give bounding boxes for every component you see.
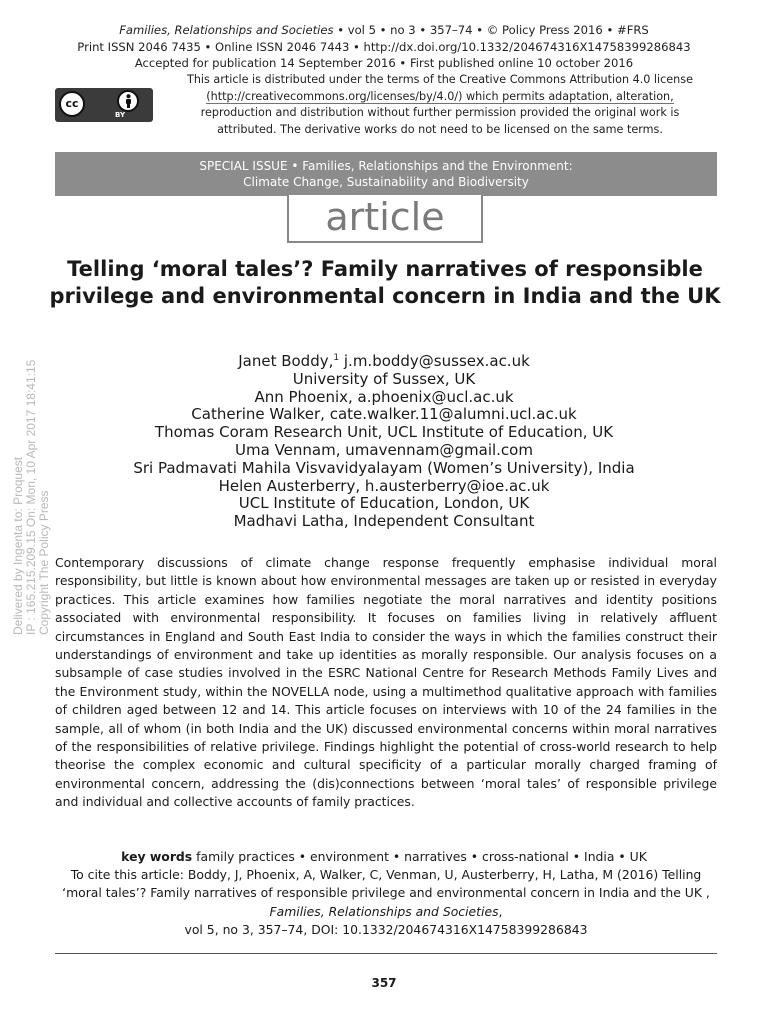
author-footnote-marker: 1 — [333, 353, 340, 363]
author-line: Uma Vennam, umavennam@gmail.com — [235, 440, 533, 459]
watermark-line-2: IP : 165.215.209.15 On: Mon, 10 Apr 2017 18:41:15 — [24, 359, 38, 635]
author-line: Madhavi Latha, Independent Consultant — [233, 512, 535, 531]
citation-authors-title: To cite this article: Boddy, J, Phoenix, A, Walker, C, Venman, U, Austerberry, H, Latha, M (2016) Telling ‘moral tales’? Family narratives of responsible privilege and environmental concern in India and the UK , — [62, 867, 710, 901]
masthead-volume-info: • vol 5 • no 3 • 357–74 • © Policy Press 2016 • #FRS — [333, 23, 649, 37]
author-line-1 — [0, 350, 768, 371]
author-line: Ann Phoenix, a.phoenix@ucl.ac.uk — [254, 387, 514, 406]
citation-block — [55, 866, 717, 940]
masthead-citation-line — [0, 22, 768, 39]
citation-text — [55, 866, 717, 921]
author-line: Catherine Walker, cate.walker.11@alumni.ucl.ac.uk — [191, 405, 577, 424]
creative-commons-by-badge[interactable] — [55, 88, 153, 122]
masthead-publication-dates: Accepted for publication 14 September 2016 • First published online 10 october 2016 — [134, 56, 634, 70]
citation-volume-doi: vol 5, no 3, 357–74, DOI: 10.1332/204674316X14758399286843 — [184, 922, 588, 938]
attribution-person-icon — [117, 90, 139, 112]
special-issue-banner — [55, 152, 717, 196]
delivery-watermark — [12, 335, 56, 635]
author-line: Helen Austerberry, h.austerberry@ioe.ac.uk — [218, 476, 550, 495]
citation-punct: , — [498, 903, 503, 919]
author-email: j.m.boddy@sussex.ac.uk — [339, 352, 530, 370]
article-type-label: article — [287, 195, 483, 243]
author-list — [0, 350, 768, 531]
special-issue-line-1: SPECIAL ISSUE • Families, Relationships and the Environment: — [199, 159, 573, 173]
author-affiliation-line: UCL Institute of Education, London, UK — [238, 494, 530, 513]
author-affiliation-line: Thomas Coram Research Unit, UCL Institute of Education, UK — [154, 423, 614, 442]
license-line-3: reproduction and distribution without further permission provided the original work is — [200, 106, 680, 119]
special-issue-line-2: Climate Change, Sustainability and Biodiversity — [243, 175, 529, 189]
masthead-issn-doi: Print ISSN 2046 7435 • Online ISSN 2046 7443 • http://dx.doi.org/10.1332/204674316X14758399286843 — [77, 39, 691, 54]
license-statement — [165, 72, 715, 138]
abstract: Contemporary discussions of climate change response frequently emphasise individual moral responsibility, but little is known about how environmental messages are taken up or resisted in everyday practices. This article examines how families negotiate the moral narratives and identity positions associated with environmental responsibility. It focuses on families living in relatively affluent circumstances in England and South East India to consider the ways in which the families construct their understandings of environment and take up identities as morally responsible. Our analysis focuses on a subsample of case studies involved in the ESRC National Centre for Research Methods Family Lives and the Environment study, within the NOVELLA node, using a multimethod qualitative approach with families of children aged between 12 and 14. This article focuses on interviews with 10 of the 24 families in the sample, all of whom (in both India and the UK) discussed environmental concerns within moral narratives of the responsibilities of relative privilege. Findings highlight the potential of cross-world research to help theorise the complex economic and cultural specificity of a particular morally charged framing of environmental concern, addressing the (dis)connections between ‘moral tales’ of responsible privilege and individual and collective accounts of family practices. — [55, 555, 717, 810]
author-affiliation-line: University of Sussex, UK — [292, 369, 476, 388]
journal-masthead — [0, 22, 768, 72]
license-url-link[interactable]: (http://creativecommons.org/licenses/by/4.0/) which permits adaptation, alteration, — [206, 89, 674, 103]
footer-divider — [55, 953, 717, 954]
person-icon — [124, 94, 133, 108]
keywords-label: key words — [121, 849, 193, 864]
citation-journal: Families, Relationships and Societies — [269, 903, 499, 919]
author-name: Janet Boddy, — [238, 352, 334, 370]
by-label: BY — [115, 111, 126, 119]
license-line-4: attributed. The derivative works do not need to be licensed on the same terms. — [217, 122, 663, 136]
author-affiliation-line: Sri Padmavati Mahila Visvavidyalayam (Women’s University), India — [133, 458, 635, 477]
page-number: 357 — [371, 976, 397, 990]
cc-icon: cc — [59, 91, 85, 117]
keywords-list: family practices • environment • narratives • cross-national • India • UK — [192, 849, 647, 864]
journal-name: Families, Relationships and Societies — [119, 23, 334, 37]
article-title: Telling ‘moral tales’? Family narratives of responsible privilege and environmental concern in India and the UK — [49, 257, 721, 308]
watermark-line-3: Copyright The Policy Press — [37, 490, 51, 635]
watermark-line-1: Delivered by Ingenta to: Proquest — [11, 456, 25, 635]
license-line-1: This article is distributed under the terms of the Creative Commons Attribution 4.0 license — [186, 73, 693, 86]
keywords — [0, 848, 768, 866]
